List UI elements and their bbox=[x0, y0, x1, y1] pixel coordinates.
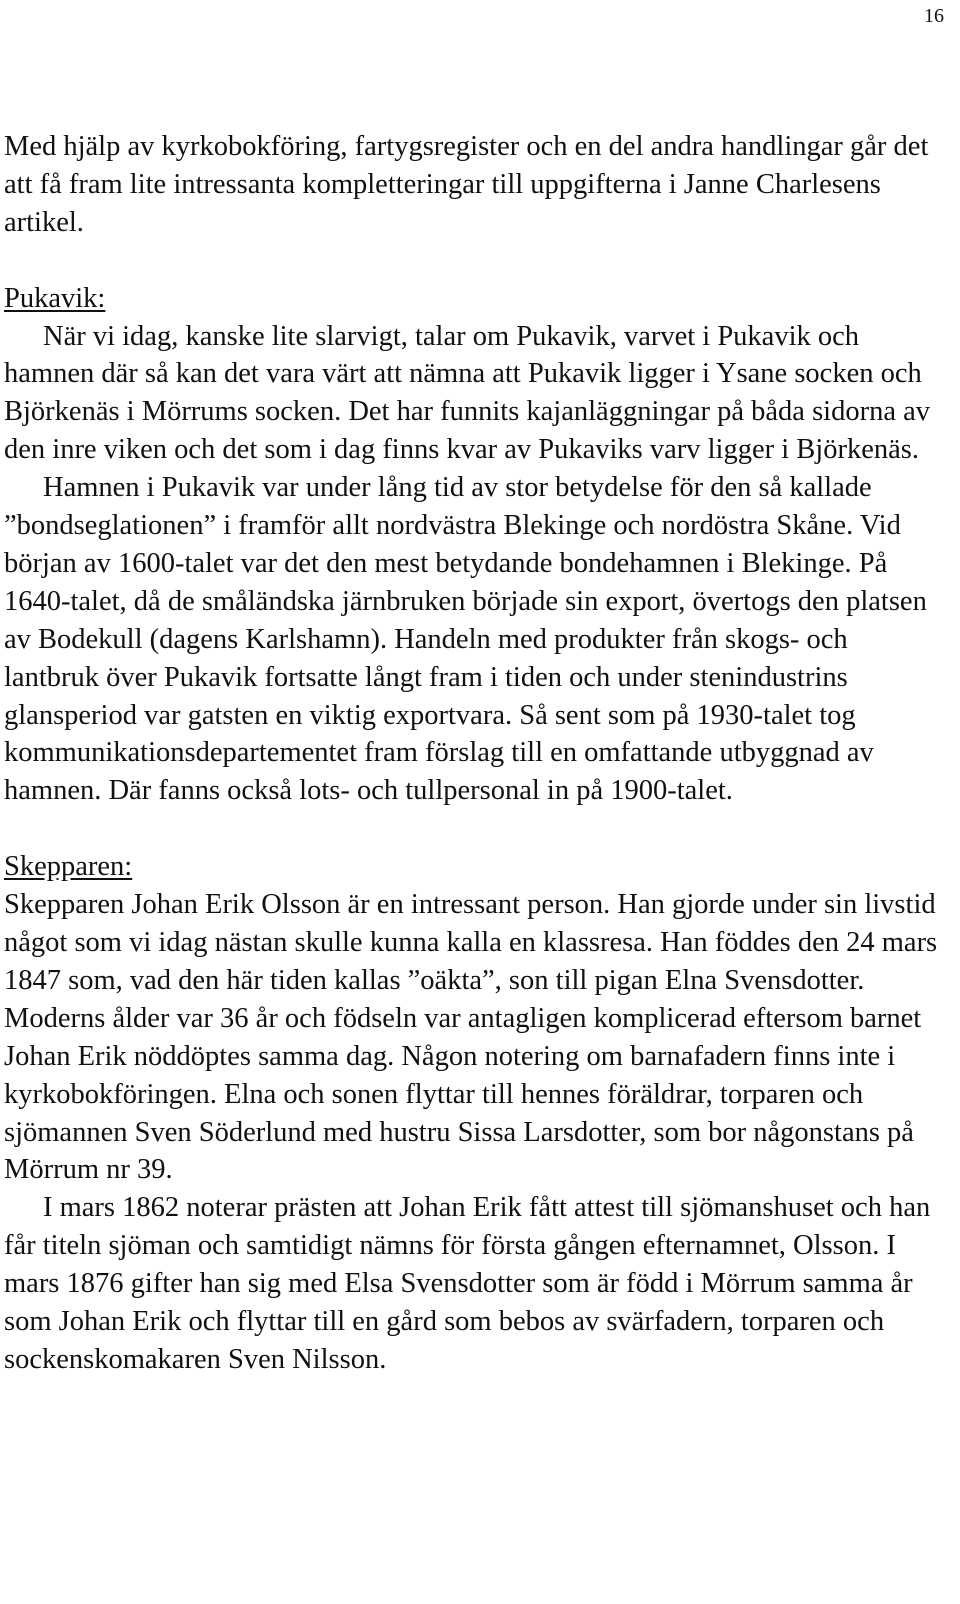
section-heading-skepparen: Skepparen: bbox=[4, 851, 133, 883]
section-heading-pukavik: Pukavik: bbox=[4, 282, 106, 314]
document-body bbox=[4, 128, 944, 1379]
pukavik-paragraph-location: När vi idag, kanske lite slarvigt, talar om Pukavik, varvet i Pukavik och hamnen där så kan det vara värt att nämna att Pukavik ligger i Ysane socken och Björkenäs i Mörrums socken. Det har funnits kajanläggningar på båda sidorna av den inre viken och det som i dag finns kvar av Pukaviks varv ligger i Björkenäs. bbox=[4, 320, 930, 466]
skepparen-paragraph-birth: Skepparen Johan Erik Olsson är en intressant person. Han gjorde under sin livstid något som vi idag nästan skulle kunna kalla en klassresa. Han föddes den 24 mars 1847 som, vad den här tiden kallas ”oäkta”, son till pigan Elna Svensdotter. Moderns ålder var 36 år och födseln var antagligen komplicerad eftersom barnet Johan Erik nöddöptes samma dag. Någon notering om barnafadern finns inte i kyrkobokföringen. Elna och sonen flyttar till hennes föräldrar, torparen och sjömannen Sven Söderlund med hustru Sissa Larsdotter, som bor någonstans på Mörrum nr 39. bbox=[4, 889, 938, 1186]
pukavik-paragraph-history: Hamnen i Pukavik var under lång tid av stor betydelse för den så kallade ”bondseglationen” i framför allt nordvästra Blekinge och nordöstra Skåne. Vid början av 1600-talet var det den mest betydande bondehamnen i Blekinge. På 1640-talet, då de småländska järnbruken började sin export, övertogs den platsen av Bodekull (dagens Karlshamn). Handeln med produkter från skogs- och lantbruk över Pukavik fortsatte långt fram i tiden och under stenindustrins glansperiod var gatsten en viktig exportvara. Så sent som på 1930-talet tog kommunikationsdepartementet fram förslag till en omfattande utbyggnad av hamnen. Där fanns också lots- och tullpersonal in på 1900-talet. bbox=[4, 472, 927, 807]
page-number: 16 bbox=[924, 5, 944, 27]
paragraph-spacer bbox=[4, 242, 944, 280]
paragraph-spacer bbox=[4, 810, 944, 848]
intro-paragraph: Med hjälp av kyrkobokföring, fartygsregister och en del andra handlingar går det att få fram lite intressanta kompletteringar till uppgifterna i Janne Charlesens artikel. bbox=[4, 131, 929, 238]
skepparen-paragraph-marriage: I mars 1862 noterar prästen att Johan Erik fått attest till sjömanshuset och han får titeln sjöman och samtidigt nämns för första gången efternamnet, Olsson. I mars 1876 gifter han sig med Elsa Svensdotter som är född i Mörrum samma år som Johan Erik och flyttar till en gård som bebos av svärfadern, torparen och sockenskomakaren Sven Nilsson. bbox=[4, 1192, 931, 1375]
